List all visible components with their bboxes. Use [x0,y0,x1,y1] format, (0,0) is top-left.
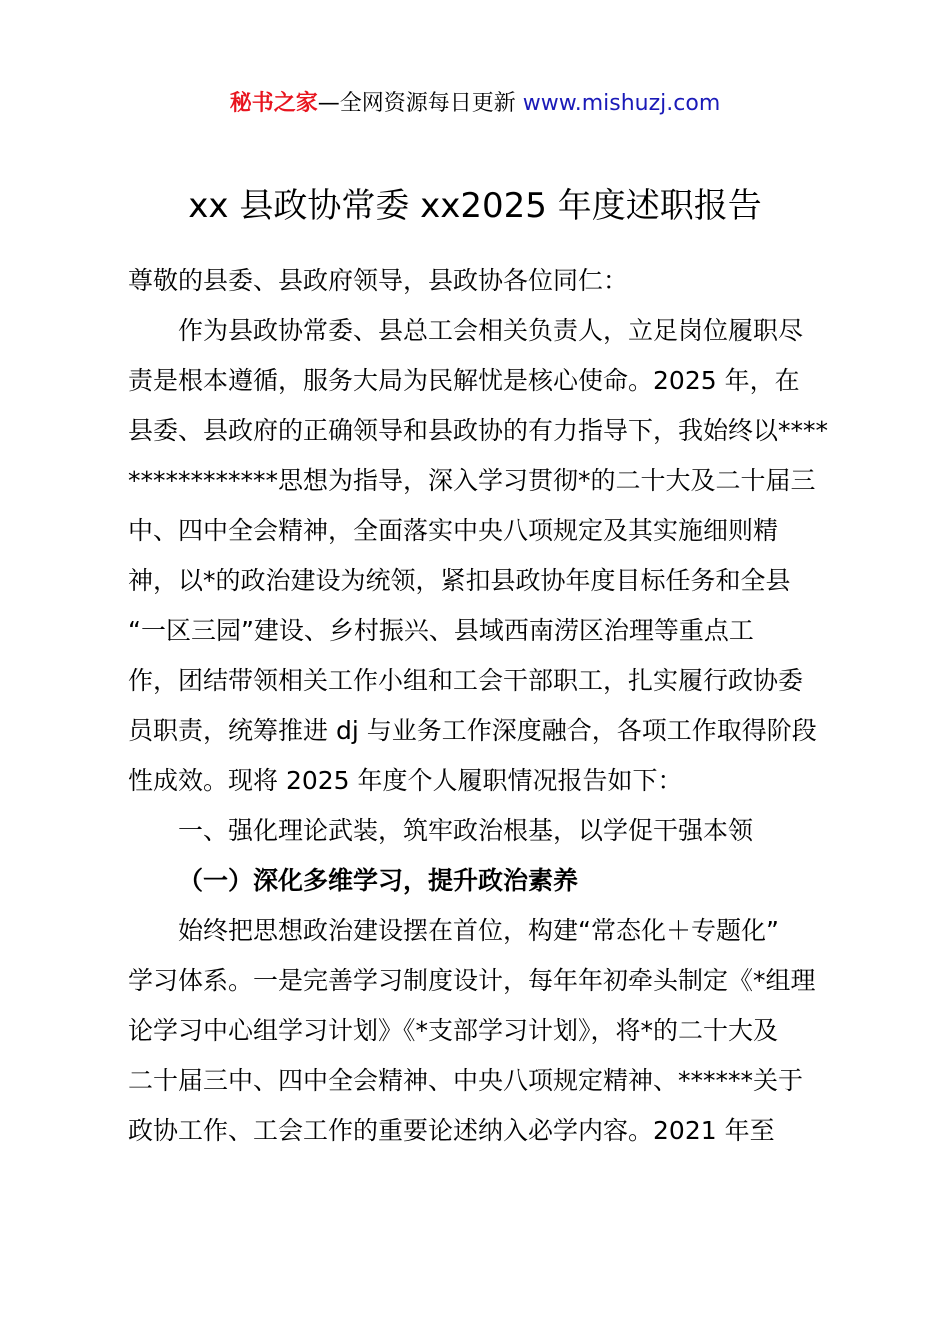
paragraph-line: 始终把思想政治建设摆在首位，构建“常态化＋专题化” [178,916,779,945]
document-title: xx 县政协常委 xx2025 年度述职报告 [188,186,762,226]
salutation: 尊敬的县委、县政府领导，县政协各位同仁： [128,266,629,295]
paragraph-line: 学习体系。一是完善学习制度设计，每年年初牵头制定《*组理 [128,966,816,995]
paragraph-line: 员职责，统筹推进 dj 与业务工作深度融合，各项工作取得阶段 [128,716,817,745]
paragraph-line: 政协工作、工会工作的重要论述纳入必学内容。2021 年至 [128,1116,775,1145]
brand-name: 秘书之家 [229,91,318,116]
section-heading: 一、强化理论武装，筑牢政治根基，以学促干强本领 [178,816,754,845]
site-url-link[interactable]: www.mishuzj.com [522,91,721,116]
paragraph-line: ************思想为指导，深入学习贯彻*的二十大及二十届三 [128,466,816,495]
paragraph-line: 性成效。现将 2025 年度个人履职情况报告如下： [128,766,683,795]
site-header [0,86,950,122]
document-body [128,256,838,1156]
paragraph-line: 论学习中心组学习计划》《*支部学习计划》，将*的二十大及 [128,1016,779,1045]
paragraph-line: 县委、县政府的正确领导和县政协的有力指导下，我始终以**** [128,416,829,445]
subsection-heading: （一）深化多维学习，提升政治素养 [178,866,579,895]
paragraph-line: 二十届三中、四中全会精神、中央八项规定精神、******关于 [128,1066,804,1095]
paragraph-line: 中、四中全会精神，全面落实中央八项规定及其实施细则精 [128,516,779,545]
paragraph-line: “一区三园”建设、乡村振兴、县域西南涝区治理等重点工 [128,616,754,645]
header-tagline: —全网资源每日更新 [317,91,523,116]
paragraph-line: 作，团结带领相关工作小组和工会干部职工，扎实履行政协委 [128,666,804,695]
paragraph-line: 责是根本遵循，服务大局为民解忧是核心使命。2025 年，在 [128,366,800,395]
paragraph-line: 神，以*的政治建设为统领，紧扣县政协年度目标任务和全县 [128,566,791,595]
paragraph-line: 作为县政协常委、县总工会相关负责人，立足岗位履职尽 [178,316,804,345]
